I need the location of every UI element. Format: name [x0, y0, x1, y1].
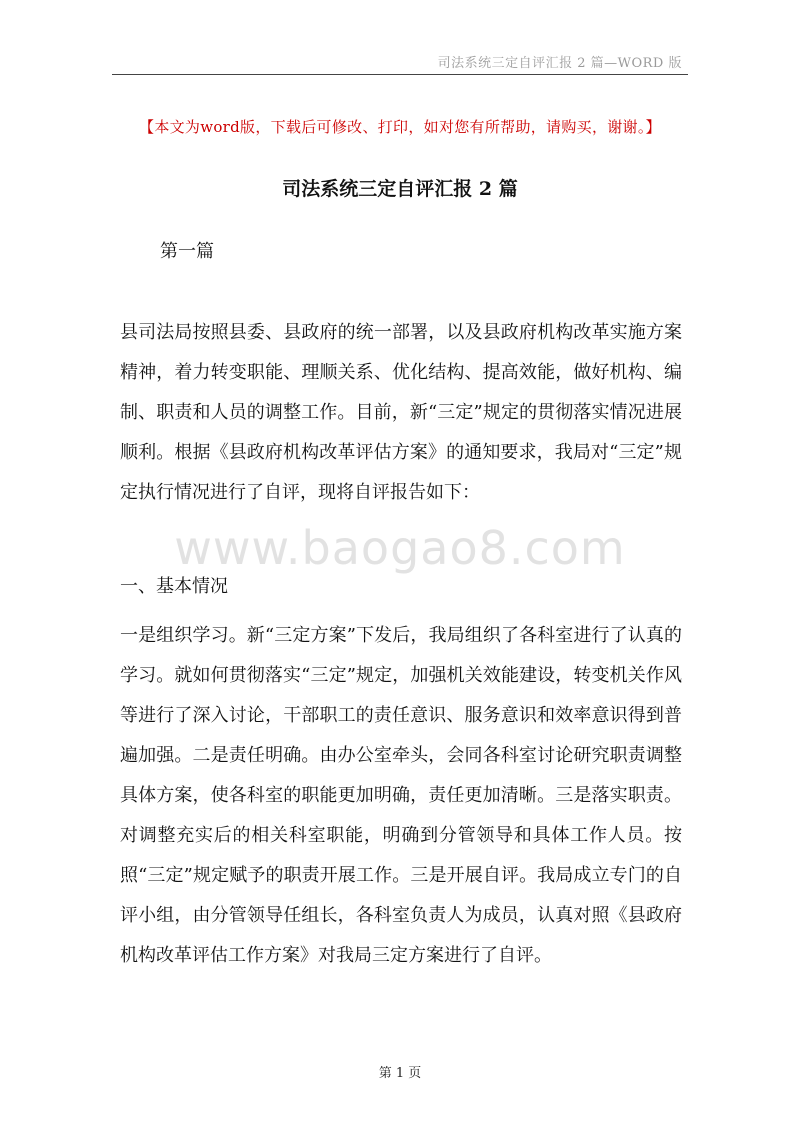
- header-divider: [112, 74, 688, 75]
- document-title: 司法系统三定自评汇报 2 篇: [282, 178, 518, 200]
- site-watermark: www.baogao8.com: [174, 521, 626, 575]
- running-header: 司法系统三定自评汇报 2 篇—WORD 版: [437, 56, 682, 71]
- purchase-notice: 【本文为word版，下载后可修改、打印，如对您有所帮助，请购买，谢谢。】: [139, 118, 661, 136]
- intro-paragraph: 县司法局按照县委、县政府的统一部署，以及县政府机构改革实施方案精神，着力转变职能、理顺关系、优化结构、提高效能，做好机构、编制、职责和人员的调整工作。目前，新“三定”规定的贯彻落实情况进展顺利。根据《县政府机构改革评估方案》的通知要求，我局对“三定”规定执行情况进行了自评，现将自评报告如下：: [120, 322, 682, 503]
- section-heading-basic-situation: 一、基本情况: [120, 576, 228, 597]
- part-heading: 第一篇: [160, 241, 214, 262]
- body-paragraph: 一是组织学习。新“三定方案”下发后，我局组织了各科室进行了认真的学习。就如何贯彻落实“三定”规定，加强机关效能建设，转变机关作风等进行了深入讨论，干部职工的责任意识、服务意识和效率意识得到普遍加强。二是责任明确。由办公室牵头，会同各科室讨论研究职责调整具体方案，使各科室的职能更加明确，责任更加清晰。三是落实职责。对调整充实后的相关科室职能，明确到分管领导和具体工作人员。按照“三定”规定赋予的职责开展工作。三是开展自评。我局成立专门的自评小组，由分管领导任组长，各科室负责人为成员，认真对照《县政府机构改革评估工作方案》对我局三定方案进行了自评。: [120, 625, 682, 966]
- page-number: 第 1 页: [378, 1066, 422, 1081]
